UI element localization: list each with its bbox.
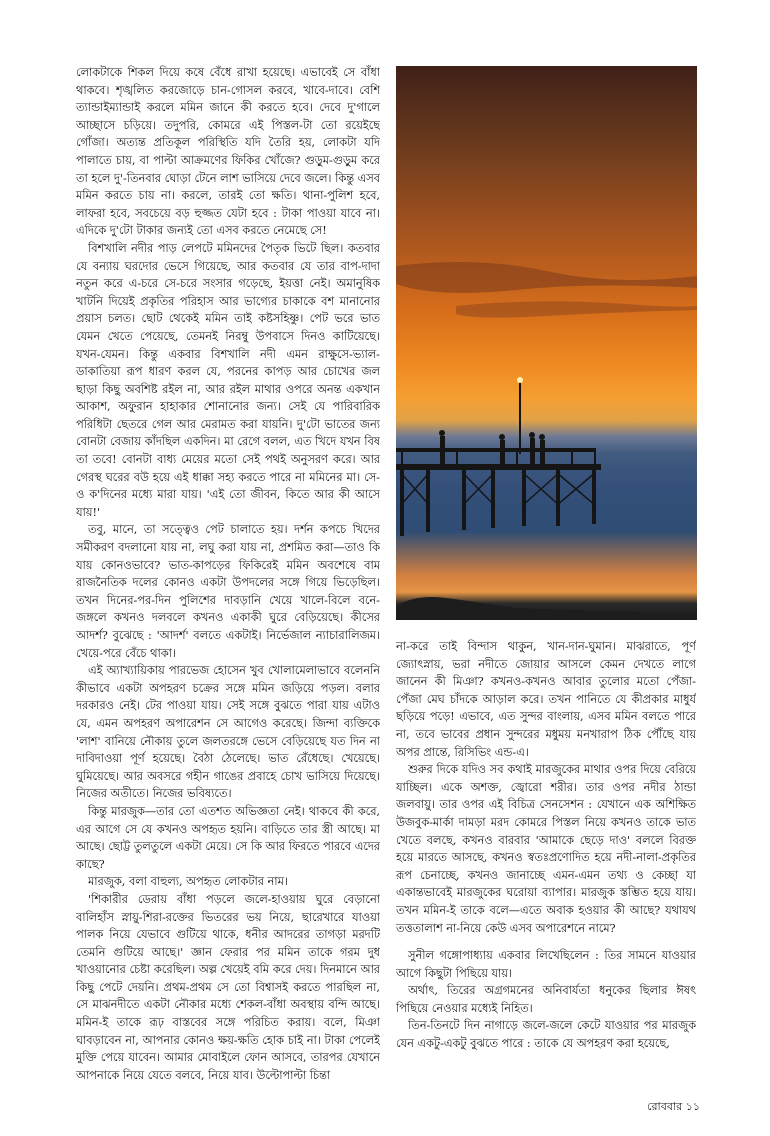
paragraph: 'শিকারীর ডেরায় বাঁধা পড়লে জলে-হাওয়ায় ঘুরে বেড়ানো বালিহাঁস স্নায়ু-শিরা-রক্তের ভিতরের ভয় নিয়ে, ছারেখারে যাওয়া পালক নিয়ে যেভাবে গুটিয়ে থাকে, ধনীর আদরের তাগড়া মরদটি তেমনি গুটিয়ে আছে।' জ্ঞান ফেরার পর মমিন তাকে গরম দুধ খাওয়ানোর চেষ্টা করেছিল। অল্প খেয়েই বমি করে দেয়। দিনমানে আর কিছু পেটে দেয়নি। প্রথম-প্রথম সে তো বিশ্বাসই করতে পারছিল না, সে মাঝনদীতে একটা নৌকার মধ্যে শেকল-বাঁধা অবস্থায় বন্দি আছে। মমিন-ই তাকে রূঢ় বাস্তবের সঙ্গে পরিচিত করায়। বলে, মিঞা ঘাবড়াবেন না, আপনার কোনও ক্ষয়-ক্ষতি হোক চাই না। টাকা পেলেই মুক্তি পেয়ে যাবেন। আমার মোবাইলে ফোন আসবে, তারপর যেখানে আপনাকে নিয়ে যেতে বলবে, নিয়ে যাব। উল্টোপাল্টা চিন্তা [76, 892, 380, 1082]
paragraph: কিন্তু মারজুক—তার তো এতশত অভিজ্ঞতা নেই। থাকবে কী করে, এর আগে সে যে কখনও অপহৃত হয়নি। বাড়িতে তার স্ত্রী আছে। মা আছে। ছোট্ট তুলতুলে একটা মেয়ে। সে কি আর ফিরতে পারবে এদের কাছে? [76, 804, 380, 871]
quote-paragraph: সুনীল গঙ্গোপাধ্যায় একবার লিখেছিলেন : তির সামনে যাওয়ার আগে কিছুটা পিছিয়ে যায়। [396, 949, 696, 980]
paragraph: লোকটাকে শিকল দিয়ে কষে বেঁধে রাখা হয়েছে। এভাবেই সে বাঁধা থাকবে। শৃঙ্খলিত করজোড়ে চান-গোসল করবে, খাবে-দাবে। বেশি ত্যান্ডাইম্যান্ডাই করলে মমিন জানে কী করতে হবে। দেবে দু'গালে আচ্ছাসে চড়িয়ে। তদুপরি, কোমরে এই পিস্তল-টা তো রয়েইছে গোঁজা। অত্যন্ত প্রতিকূল পরিস্থিতি যদি তৈরি হয়, লোকটা যদি পালাতে চায়, বা পাল্টা আক্রমণের ফিকির খোঁজে? গুড়ুম-গুড়ুম করে তা হলে দু'-তিনবার ঘোড়া টেনে লাশ ভাসিয়ে দেবে জলে। কিন্তু এসব মমিন করতে চায় না। করলে, তারই তো ক্ষতি। থানা-পুলিশ হবে, লাফরা হবে, সবচেয়ে বড় হুজ্জত যেটা হবে : টাকা পাওয়া যাবে না। এদিকে দু'টো টাকার জন্যই তো এসব করতে নেমেছে সে! [76, 66, 380, 238]
paragraph: তবু, মানে, তা সত্ত্বেও পেট চালাতে হয়। দর্শন কপচে খিদের সমীকরণ বদলানো যায় না, লঘু করা যায় না, প্রশমিত করা—তাও কি যায় কোনওভাবে? ভাত-কাপড়ের ফিকিরেই মমিন অবশেষে বাম রাজনৈতিক দলের কোনও একটা উপদলের সঙ্গে গিয়ে ভিড়েছিল। তখন দিনের-পর-দিন পুলিশের দাবড়ানি খেয়ে খালে-বিলে বনে-জঙ্গলে কখনও দলবলে কখনও একাকী ঘুরে বেড়িয়েছে। কীসের আদর্শ? বুঝেছে : 'আদর্শ' বলতে একটাই। নির্ভেজাল ন্যাচারালিজম। খেয়ে-পরে বেঁচে থাকা। [76, 523, 380, 660]
paragraph: মারজুক, বলা বাহুল্য, অপহৃত লোকটার নাম। [88, 875, 288, 889]
paragraph: বিশখালি নদীর পাড় লেপটে মমিনদের পৈতৃক ভিটে ছিল। কতবার যে বন্যায় ঘরদোর ভেসে গিয়েছে, আর কতবার যে তার বাপ-দাদা নতুন করে এ-চরে সে-চরে সংসার গড়েছে, ইয়ত্তা নেই। অমানুষিক খাটনি দিয়েই প্রকৃতির পরিহাস আর ভাগ্যের চাকাকে বশ মানানোর প্রয়াস চলত। ছোট থেকেই মমিন তাই কষ্টসহিষ্ণু। পেট ভরে ভাত যেমন খেতে পেয়েছে, তেমনই নিরম্বু উপবাসে দিনও কাটিয়েছে। যখন-যেমন। কিন্তু একবার বিশখালি নদী এমন রাক্ষুসে-ভ্যাল-ডাকাতিয়া রূপ ধারণ করল যে, পরনের কাপড় আর চোখের জল ছাড়া কিছু অবশিষ্ট রইল না, আর রইল মাথার ওপরে অনন্ত একখান আকাশ, অফুরান হাহাকার শোনানোর জন্য। সেই যে পারিবারিক পরিধিটা ছেতরে গেল আর মেরামত করা যায়নি। দু'টো ভাতের জন্য বোনটা বেজায় কাঁদছিল একদিন। মা রেগে বলল, এত খিদে যখন বিষ তা তবে! বোনটা বাধ্য মেয়ের মতো সেই পথই অনুসরণ করে। আর গেরস্থ ঘরের বউ হয়ে এই ধাক্কা সহ্য করতে পারে না মমিনের মা। সে-ও ক'দিনের মধ্যে মারা যায়। 'এই তো জীবন, কিতে আর কী আসে যায়!' [76, 241, 380, 519]
sunset-pier-photo [396, 66, 697, 620]
paragraph: শুরুর দিকে যদিও সব কথাই মারজুকের মাথার ওপর দিয়ে বেরিয়ে যাচ্ছিল। একে অশক্ত, জ্বোরো শরীর। তার ওপর নদীর ঠান্ডা জলবায়ু। তার ওপর এই বিচিত্র সেনসেশন : যেখানে এক অশিক্ষিত উজবুক-মার্কা দামড়া মরদ কোমরে পিস্তল নিয়ে কখনও তাকে ভাত খেতে বলছে, কখনও বারবার 'আমাকে ছেড়ে দাও' বললে বিরক্ত হয়ে মারতে আসছে, কখনও স্বতঃপ্রণোদিত হয়ে নদী-নালা-প্রকৃতির রূপ চেনাচ্ছে, কখনও জানাচ্ছে এমন-এমন তথ্য ও কেচ্ছা যা একান্তভাবেই মারজুকের ঘরোয়া ব্যাপার। মারজুক স্তম্ভিত হয়ে যায়। তখন মমিন-ই তাকে বলে—এতে অবাক হওয়ার কী আছে? যথাযথ তত্ততালাশ না-নিয়ে কেউ এসব অপারেশনে নামে? [396, 763, 696, 935]
pier-silhouette [396, 66, 697, 620]
article-column-left [76, 64, 380, 1088]
paragraph: এই অ্যাখ্যায়িকায় পারভেজ হোসেন খুব খোলামেলাভাবে বলেননি কীভাবে একটা অপহরণ চক্রের সঙ্গে মমিন জড়িয়ে পড়ল। বলার দরকারও নেই। টের পাওয়া যায়। সেই সঙ্গে বুঝতে পারা যায় এটাও যে, এমন অপহরণ অপারেশন সে আগেও করেছে। জিন্দা ব্যক্তিকে 'লাশ' বানিয়ে নৌকায় তুলে জলতরঙ্গে ভেসে বেড়িয়েছে যত দিন না দাবিদাওয়া পূর্ণ হয়েছে। বৈঠা ঠেলেছে। ভাত রেঁধেছে। খেয়েছে। ঘুমিয়েছে। আর অবসরে গহীন গাঙের প্রবাহে চোখ ভাসিয়ে দিয়েছে। নিজের অতীতে। নিজের ভবিষ্যতে। [76, 664, 380, 801]
paragraph: অর্থাৎ, তিরের অগ্রগমনের অনিবার্যতা ধনুকের ছিলার ঈষৎ পিছিয়ে নেওয়ার মধ্যেই নিহিত। [396, 984, 696, 1015]
page-footer: রোববার ১১ [647, 1100, 700, 1113]
article-column-right [396, 638, 696, 1088]
paragraph: তিন-তিনটে দিন নাগাড়ে জলে-জলে কেটে যাওয়ার পর মারজুক যেন একটু-একটু বুঝতে পারে : তাকে যে অপহরণ করা হয়েছে, [396, 1019, 696, 1051]
paragraph: না-করে তাই বিন্দাস থাকুন, খান-দান-ঘুমান। মাঝরাতে, পূর্ণ জ্যোৎস্নায়, ভরা নদীতে জোয়ার আসলে কেমন দেখতে লাগে জানেন কী মিঞা? কখনও-কখনও আবার তুলোর মতো পেঁজা-পেঁজা মেঘ চাঁদকে আড়াল করে। তখন পানিতে যে কীপ্রকার মাধুর্য ছড়িয়ে পড়ে! এভাবে, এত সুন্দর বাংলায়, এসব মমিন বলতে পারে না, তবে ভাবের প্রধান সুন্দরের মধুময় মনখারাপ ঠিক পৌঁছে যায় অপর প্রান্তে, রিসিভিং এন্ড-এ। [396, 640, 696, 759]
